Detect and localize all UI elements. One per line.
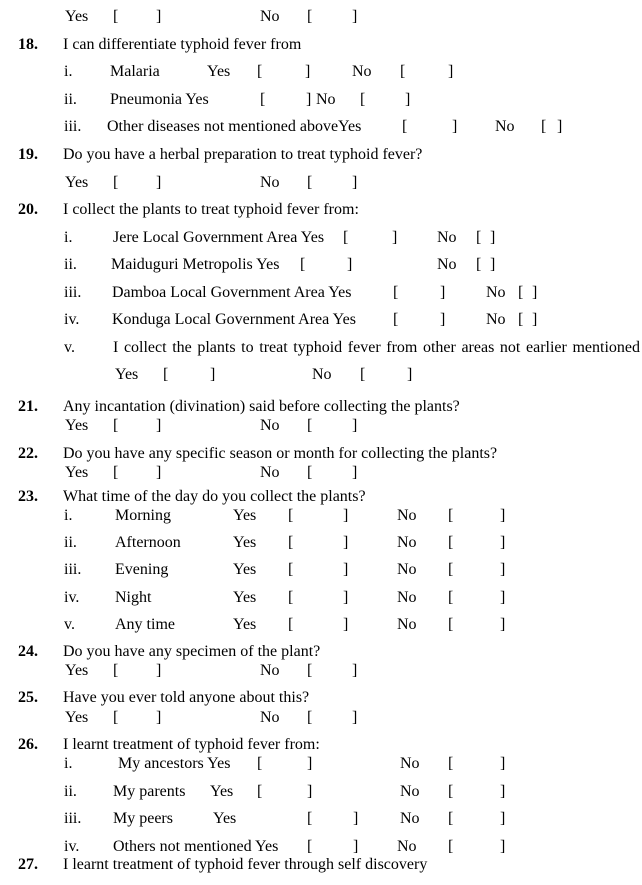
- no-label: No: [486, 284, 506, 301]
- item-numeral: iii.: [64, 284, 82, 301]
- item-text: I collect the plants to treat typhoid fever from other areas not earlier mentioned: [113, 339, 640, 356]
- item-label: Morning: [115, 507, 171, 524]
- checkbox-bracket-open[interactable]: [: [518, 284, 524, 301]
- checkbox-bracket-close[interactable]: ]: [500, 507, 506, 524]
- item-numeral: i.: [64, 229, 73, 246]
- no-label: No: [397, 838, 417, 855]
- question-number: 22.: [18, 445, 38, 462]
- item-label: Evening: [115, 561, 169, 578]
- checkbox-bracket-close[interactable]: ]: [352, 8, 358, 25]
- item-20-iv: [0, 310, 642, 331]
- yes-label: Yes: [213, 810, 237, 827]
- checkbox-bracket-open[interactable]: [: [393, 284, 399, 301]
- no-label: No: [400, 783, 420, 800]
- item-numeral: v.: [64, 616, 75, 633]
- question-22: [0, 444, 642, 465]
- item-label: My parents: [113, 783, 186, 800]
- item-20-ii: [0, 255, 642, 276]
- question-number: 24.: [18, 643, 38, 660]
- checkbox-bracket-open[interactable]: [: [288, 589, 294, 606]
- checkbox-bracket-close[interactable]: ]: [353, 838, 359, 855]
- checkbox-bracket-open[interactable]: [: [307, 417, 313, 434]
- item-label: My peers: [113, 810, 173, 827]
- item-label: Night: [115, 589, 152, 606]
- item-numeral: i.: [64, 755, 73, 772]
- checkbox-bracket-open[interactable]: [: [448, 838, 454, 855]
- checkbox-bracket-open[interactable]: [: [163, 366, 169, 383]
- no-label: No: [495, 118, 515, 135]
- checkbox-bracket-close[interactable]: ]: [352, 174, 358, 191]
- question-18: [0, 35, 642, 56]
- item-numeral: iv.: [64, 838, 80, 855]
- answer-row-q25: [0, 708, 642, 729]
- item-20-v: [0, 338, 642, 359]
- checkbox-bracket-close[interactable]: ]: [210, 366, 216, 383]
- checkbox-bracket-open[interactable]: [: [307, 464, 313, 481]
- checkbox-bracket-open[interactable]: [: [448, 755, 454, 772]
- question-26: [0, 735, 642, 756]
- item-label: My ancestors Yes: [118, 755, 231, 772]
- question-text: I collect the plants to treat typhoid fever from:: [63, 201, 359, 218]
- checkbox-bracket-close[interactable]: ]: [407, 366, 413, 383]
- question-text: Any incantation (divination) said before collecting the plants?: [63, 398, 460, 415]
- checkbox-bracket-open[interactable]: [: [260, 91, 266, 108]
- checkbox-bracket-open[interactable]: [: [448, 534, 454, 551]
- checkbox-bracket-open[interactable]: [: [288, 507, 294, 524]
- yes-label: Yes: [233, 616, 257, 633]
- question-number: 27.: [18, 856, 38, 873]
- question-number: 19.: [18, 146, 38, 163]
- yes-label: Yes: [233, 561, 257, 578]
- yes-label: Yes: [233, 534, 257, 551]
- checkbox-bracket-close[interactable]: ]: [500, 755, 506, 772]
- checkbox-bracket-open[interactable]: [: [402, 118, 408, 135]
- checkbox-bracket-close[interactable]: ]: [343, 507, 349, 524]
- checkbox-bracket-close[interactable]: ]: [156, 174, 162, 191]
- yes-label: Yes: [65, 417, 89, 434]
- checkbox-bracket-open[interactable]: [: [448, 561, 454, 578]
- checkbox-bracket-close[interactable]: ]: [307, 755, 313, 772]
- checkbox-bracket-open[interactable]: [: [307, 709, 313, 726]
- item-label: Afternoon: [115, 534, 181, 551]
- no-label: No: [397, 561, 417, 578]
- checkbox-bracket-close[interactable]: ]: [500, 534, 506, 551]
- no-label: No: [260, 662, 280, 679]
- item-23-ii: [0, 533, 642, 554]
- checkbox-bracket-close[interactable]: ]: [500, 838, 506, 855]
- checkbox-bracket-open[interactable]: [: [257, 783, 263, 800]
- item-numeral: i.: [64, 507, 73, 524]
- item-20-i: [0, 228, 642, 249]
- item-label: Maiduguri Metropolis Yes: [111, 256, 280, 273]
- answer-row-q17: [0, 7, 642, 28]
- checkbox-bracket-close[interactable]: ]: [305, 63, 311, 80]
- yes-label: Yes: [65, 8, 89, 25]
- checkbox-bracket-open[interactable]: [: [307, 8, 313, 25]
- item-20-iii: [0, 283, 642, 304]
- checkbox-bracket-open[interactable]: [: [476, 229, 482, 246]
- checkbox-bracket-open[interactable]: [: [113, 662, 119, 679]
- checkbox-bracket-open[interactable]: [: [393, 311, 399, 328]
- checkbox-bracket-close[interactable]: ]: [306, 91, 312, 108]
- yes-label: Yes: [65, 662, 89, 679]
- question-24: [0, 642, 642, 663]
- checkbox-bracket-close[interactable]: ]: [490, 256, 496, 273]
- no-label: No: [437, 229, 457, 246]
- item-label: Malaria: [110, 63, 160, 80]
- checkbox-bracket-close[interactable]: ]: [448, 63, 454, 80]
- no-label: No: [352, 63, 372, 80]
- checkbox-bracket-open[interactable]: [: [307, 662, 313, 679]
- checkbox-bracket-open[interactable]: [: [541, 118, 547, 135]
- answer-row-q22: [0, 463, 642, 484]
- item-26-iii: [0, 809, 642, 830]
- checkbox-bracket-open[interactable]: [: [257, 755, 263, 772]
- item-numeral: i.: [64, 63, 73, 80]
- item-18-iii: [0, 117, 642, 138]
- checkbox-bracket-close[interactable]: ]: [352, 662, 358, 679]
- question-number: 18.: [18, 36, 38, 53]
- checkbox-bracket-close[interactable]: ]: [557, 118, 563, 135]
- checkbox-bracket-open[interactable]: [: [307, 810, 313, 827]
- checkbox-bracket-close[interactable]: ]: [347, 256, 353, 273]
- question-25: [0, 688, 642, 709]
- checkbox-bracket-open[interactable]: [: [518, 311, 524, 328]
- question-number: 26.: [18, 736, 38, 753]
- item-26-i: [0, 754, 642, 775]
- answer-row-q24: [0, 661, 642, 682]
- item-label: Jere Local Government Area Yes: [113, 229, 325, 246]
- checkbox-bracket-open[interactable]: [: [288, 561, 294, 578]
- checkbox-bracket-open[interactable]: [: [360, 366, 366, 383]
- question-23: [0, 487, 642, 508]
- item-numeral: iii.: [64, 561, 82, 578]
- no-label: No: [316, 91, 336, 108]
- checkbox-bracket-open[interactable]: [: [448, 783, 454, 800]
- item-numeral: ii.: [64, 256, 77, 273]
- item-label: Konduga Local Government Area Yes: [112, 311, 356, 328]
- item-18-ii: [0, 90, 642, 111]
- checkbox-bracket-close[interactable]: ]: [156, 709, 162, 726]
- checkbox-bracket-open[interactable]: [: [400, 63, 406, 80]
- question-number: 21.: [18, 398, 38, 415]
- no-label: No: [397, 534, 417, 551]
- question-text: What time of the day do you collect the plants?: [63, 488, 366, 505]
- checkbox-bracket-close[interactable]: ]: [307, 783, 313, 800]
- question-text: Do you have any specimen of the plant?: [63, 643, 321, 660]
- checkbox-bracket-close[interactable]: ]: [343, 534, 349, 551]
- item-18-i: [0, 62, 642, 83]
- answer-row-q19: [0, 173, 642, 194]
- checkbox-bracket-close[interactable]: ]: [440, 284, 446, 301]
- answer-row-q21: [0, 416, 642, 437]
- yes-label: Yes: [65, 709, 89, 726]
- item-label: Others not mentioned Yes: [113, 838, 279, 855]
- checkbox-bracket-close[interactable]: ]: [440, 311, 446, 328]
- no-label: No: [397, 507, 417, 524]
- checkbox-bracket-close[interactable]: ]: [392, 229, 398, 246]
- item-label: Pneumonia Yes: [110, 91, 209, 108]
- no-label: No: [397, 589, 417, 606]
- yes-label: Yes: [65, 174, 89, 191]
- checkbox-bracket-open[interactable]: [: [288, 616, 294, 633]
- no-label: No: [260, 709, 280, 726]
- checkbox-bracket-open[interactable]: [: [476, 256, 482, 273]
- checkbox-bracket-close[interactable]: ]: [352, 464, 358, 481]
- question-number: 25.: [18, 689, 38, 706]
- question-number: 23.: [18, 488, 38, 505]
- checkbox-bracket-open[interactable]: [: [343, 229, 349, 246]
- question-27: [0, 855, 642, 876]
- item-label: Damboa Local Government Area Yes: [112, 284, 352, 301]
- checkbox-bracket-open[interactable]: [: [288, 534, 294, 551]
- question-19: [0, 145, 642, 166]
- no-label: No: [260, 8, 280, 25]
- checkbox-bracket-open[interactable]: [: [300, 256, 306, 273]
- question-21: [0, 397, 642, 418]
- answer-row-20-v: [0, 365, 642, 386]
- question-text: Do you have a herbal preparation to treat typhoid fever?: [63, 146, 423, 163]
- checkbox-bracket-close[interactable]: ]: [156, 464, 162, 481]
- checkbox-bracket-open[interactable]: [: [448, 810, 454, 827]
- question-text: I learnt treatment of typhoid fever through self discovery: [63, 856, 428, 873]
- no-label: No: [260, 417, 280, 434]
- yes-label: Yes: [207, 63, 231, 80]
- no-label: No: [486, 311, 506, 328]
- checkbox-bracket-open[interactable]: [: [307, 174, 313, 191]
- checkbox-bracket-close[interactable]: ]: [343, 616, 349, 633]
- checkbox-bracket-close[interactable]: ]: [532, 284, 538, 301]
- yes-label: Yes: [233, 507, 257, 524]
- checkbox-bracket-open[interactable]: [: [360, 91, 366, 108]
- item-numeral: iii.: [64, 118, 82, 135]
- checkbox-bracket-open[interactable]: [: [113, 174, 119, 191]
- checkbox-bracket-close[interactable]: ]: [156, 417, 162, 434]
- checkbox-bracket-close[interactable]: ]: [156, 662, 162, 679]
- item-numeral: ii.: [64, 783, 77, 800]
- question-text: Do you have any specific season or month for collecting the plants?: [63, 445, 498, 462]
- checkbox-bracket-open[interactable]: [: [257, 63, 263, 80]
- no-label: No: [260, 174, 280, 191]
- checkbox-bracket-open[interactable]: [: [307, 838, 313, 855]
- item-23-iii: [0, 560, 642, 581]
- item-numeral: v.: [64, 339, 75, 356]
- checkbox-bracket-close[interactable]: ]: [352, 417, 358, 434]
- item-numeral: iv.: [64, 311, 80, 328]
- question-text: I learnt treatment of typhoid fever from:: [63, 736, 320, 753]
- question-text: Have you ever told anyone about this?: [63, 689, 310, 706]
- checkbox-bracket-close[interactable]: ]: [500, 810, 506, 827]
- question-text: I can differentiate typhoid fever from: [63, 36, 302, 53]
- checkbox-bracket-close[interactable]: ]: [490, 229, 496, 246]
- yes-label: Yes: [65, 464, 89, 481]
- item-label: Other diseases not mentioned aboveYes: [107, 118, 362, 135]
- checkbox-bracket-close[interactable]: ]: [156, 8, 162, 25]
- no-label: No: [260, 464, 280, 481]
- item-numeral: ii.: [64, 91, 77, 108]
- question-20: [0, 200, 642, 221]
- checkbox-bracket-close[interactable]: ]: [352, 709, 358, 726]
- checkbox-bracket-open[interactable]: [: [448, 616, 454, 633]
- checkbox-bracket-close[interactable]: ]: [452, 118, 458, 135]
- checkbox-bracket-close[interactable]: ]: [532, 311, 538, 328]
- question-number: 20.: [18, 201, 38, 218]
- checkbox-bracket-close[interactable]: ]: [343, 589, 349, 606]
- no-label: No: [312, 366, 332, 383]
- checkbox-bracket-close[interactable]: ]: [353, 810, 359, 827]
- checkbox-bracket-open[interactable]: [: [113, 8, 119, 25]
- checkbox-bracket-open[interactable]: [: [113, 417, 119, 434]
- item-label: Any time: [115, 616, 175, 633]
- checkbox-bracket-close[interactable]: ]: [343, 561, 349, 578]
- item-23-i: [0, 506, 642, 527]
- yes-label: Yes: [115, 366, 139, 383]
- checkbox-bracket-open[interactable]: [: [448, 589, 454, 606]
- checkbox-bracket-close[interactable]: ]: [500, 616, 506, 633]
- checkbox-bracket-open[interactable]: [: [448, 507, 454, 524]
- item-numeral: iv.: [64, 589, 80, 606]
- checkbox-bracket-close[interactable]: ]: [405, 91, 411, 108]
- checkbox-bracket-open[interactable]: [: [113, 464, 119, 481]
- item-23-iv: [0, 588, 642, 609]
- yes-label: Yes: [210, 783, 234, 800]
- checkbox-bracket-close[interactable]: ]: [500, 589, 506, 606]
- checkbox-bracket-close[interactable]: ]: [500, 561, 506, 578]
- no-label: No: [437, 256, 457, 273]
- no-label: No: [400, 755, 420, 772]
- item-numeral: iii.: [64, 810, 82, 827]
- no-label: No: [397, 616, 417, 633]
- no-label: No: [400, 810, 420, 827]
- item-23-v: [0, 615, 642, 636]
- yes-label: Yes: [233, 589, 257, 606]
- item-26-ii: [0, 782, 642, 803]
- item-numeral: ii.: [64, 534, 77, 551]
- checkbox-bracket-close[interactable]: ]: [500, 783, 506, 800]
- checkbox-bracket-open[interactable]: [: [113, 709, 119, 726]
